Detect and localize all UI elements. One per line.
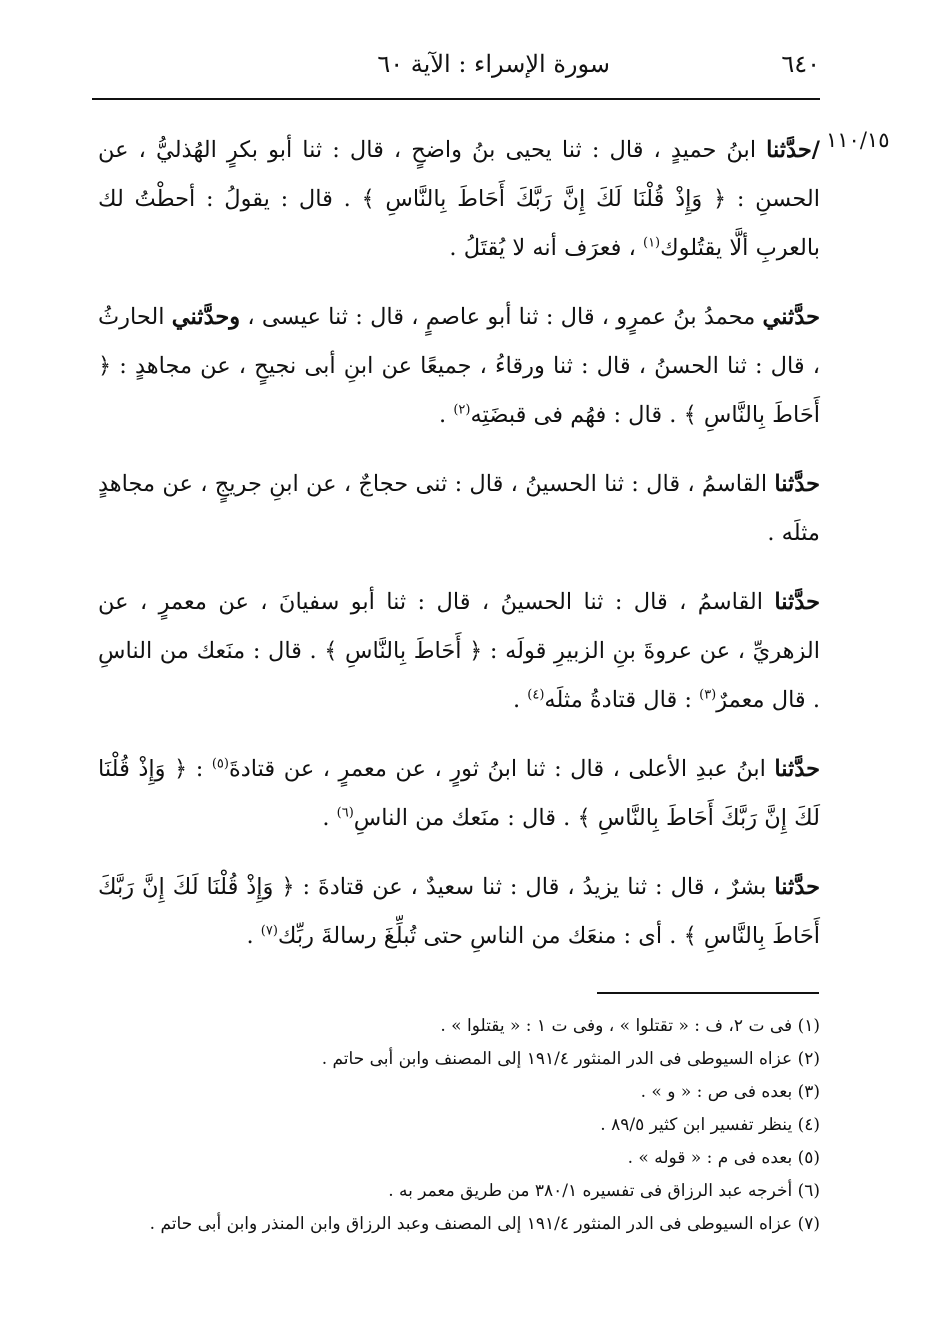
running-title: سورة الإسراء : الآية ٦٠ [377,50,610,78]
paragraph-text: : [187,756,212,782]
quran-verse: ﴿ وَإِذْ قُلْنَا لَكَ إِنَّ رَبَّكَ أَحَاطَ بِالنَّاسِ ﴾ [98,756,820,831]
paragraph-text: . قال : منَعك من الناسِ . قال معمرٌ [98,638,820,713]
footnote-marker: (٧) [260,923,278,939]
narration-lead: حدَّثنا [774,471,820,497]
paragraph-text: القاسمُ ، قال : ثنا الحسينُ ، قال : ثنا أبو سفيانَ ، عن معمرٍ ، عن الزهريِّ ، عن عروةَ بنِ الزبيرِ قولَه : [98,589,820,664]
paragraph-text: . قال : يقولُ : أحطْتُ لك بالعربِ ألَّا يقتُلوك [98,186,820,261]
paragraph-text: . [512,687,528,713]
narration-lead: /حدَّثنا [766,137,820,163]
paragraph-text: القاسمُ ، قال : ثنا الحسينُ ، قال : ثنى حجاجٌ ، عن ابنِ جريجٍ ، عن مجاهدٍ مثلَه . [98,471,820,546]
footnote-2: (٢) عزاه السيوطى فى الدر المنثور ١٩١/٤ إلى المصنف وابن أبى حاتم . [321,1049,820,1069]
margin-reference: ١١٠/١٥ [826,128,890,152]
footnote-marker: (٤) [527,687,545,703]
footnote-1: (١) فى ت ٢، ف : « تقتلوا » ، وفى ت ١ : « يقتلوا » . [440,1016,820,1036]
footnote-rule [597,992,819,994]
paragraph-text: ابنُ حميدٍ ، قال : ثنا يحيى بنُ واضحٍ ، قال : ثنا أبو بكرٍ الهُذليُّ ، عن الحسنِ : [98,137,821,212]
narration-lead: حدَّثني [762,304,820,330]
narration-lead: حدَّثنا [774,589,820,615]
footnote-marker: (١) [642,235,661,251]
footnote-6: (٦) أخرجه عبد الرزاق فى تفسيره ٣٨٠/١ من طريق معمر به . [388,1181,820,1201]
paragraph-text: . أى : منعَك من الناسِ حتى تُبلِّغَ رسالةَ ربِّك [277,923,684,949]
paragraph-text: . قال : فهُم فى قبضَتِه [470,402,684,428]
paragraph-text: بشرٌ ، قال : ثنا يزيدُ ، قال : ثنا سعيدٌ ، عن قتادةَ : [294,874,775,900]
paragraph-text: ، فعرَف أنه لا يُقتَلُ . [449,235,643,261]
footnote-3: (٣) بعده فى ص : « و » . [640,1082,820,1102]
footnote-marker: (٢) [453,402,471,418]
paragraph-text: . قال : منَعك من الناسِ [353,805,578,831]
header-rule [92,98,820,100]
page-header [92,40,820,100]
paragraph-text: : قال قتادةُ مثلَه [544,687,700,713]
footnote-marker: (٣) [699,687,717,703]
paragraph-3 [98,460,820,558]
paragraph-text: . [322,805,337,831]
paragraph-5 [98,745,820,843]
main-text [98,126,820,981]
paragraph-text: . [246,923,261,949]
narration-lead: وحدَّثني [171,304,241,330]
footnote-marker: (٥) [211,756,229,772]
quran-verse: ﴿ وَإِذْ قُلْنَا لَكَ إِنَّ رَبَّكَ أَحَاطَ بِالنَّاسِ ﴾ [98,874,820,949]
paragraph-1 [98,126,820,273]
paragraph-text: ابنُ عبدِ الأعلى ، قال : ثنا ابنُ ثورٍ ، عن معمرٍ ، عن قتادةَ [228,756,775,782]
paragraph-text: الحارثُ ، قال : ثنا الحسنُ ، قال : ثنا ورقاءُ ، جميعًا عن ابنِ أبى نجيحٍ ، عن مجاهدٍ : [98,304,820,379]
paragraph-text: . [439,402,454,428]
narration-lead: حدَّثنا [774,874,820,900]
footnote-7: (٧) عزاه السيوطى فى الدر المنثور ١٩١/٤ إلى المصنف وعبد الرزاق وابن المنذر وابن أبى حاتم . [149,1214,820,1234]
narration-lead: حدَّثنا [774,756,820,782]
footnotes [100,1010,820,1241]
footnote-4: (٤) ينظر تفسير ابن كثير ٨٩/٥ . [600,1115,820,1135]
quran-verse: ﴿ وَإِذْ قُلْنَا لَكَ إِنَّ رَبَّكَ أَحَاطَ بِالنَّاسِ ﴾ [361,186,727,212]
quran-verse: ﴿ أَحَاطَ بِالنَّاسِ ﴾ [98,353,820,428]
paragraph-2 [98,293,820,440]
footnote-marker: (٦) [336,805,354,821]
paragraph-6 [98,863,820,961]
quran-verse: ﴿ أَحَاطَ بِالنَّاسِ ﴾ [324,638,483,664]
page-number: ٦٤٠ [781,50,820,78]
paragraph-text: محمدُ بنُ عمرٍو ، قال : ثنا أبو عاصمٍ ، قال : ثنا عيسى ، [240,304,763,330]
paragraph-4 [98,578,820,725]
footnote-5: (٥) بعده فى م : « قوله » . [627,1148,820,1168]
